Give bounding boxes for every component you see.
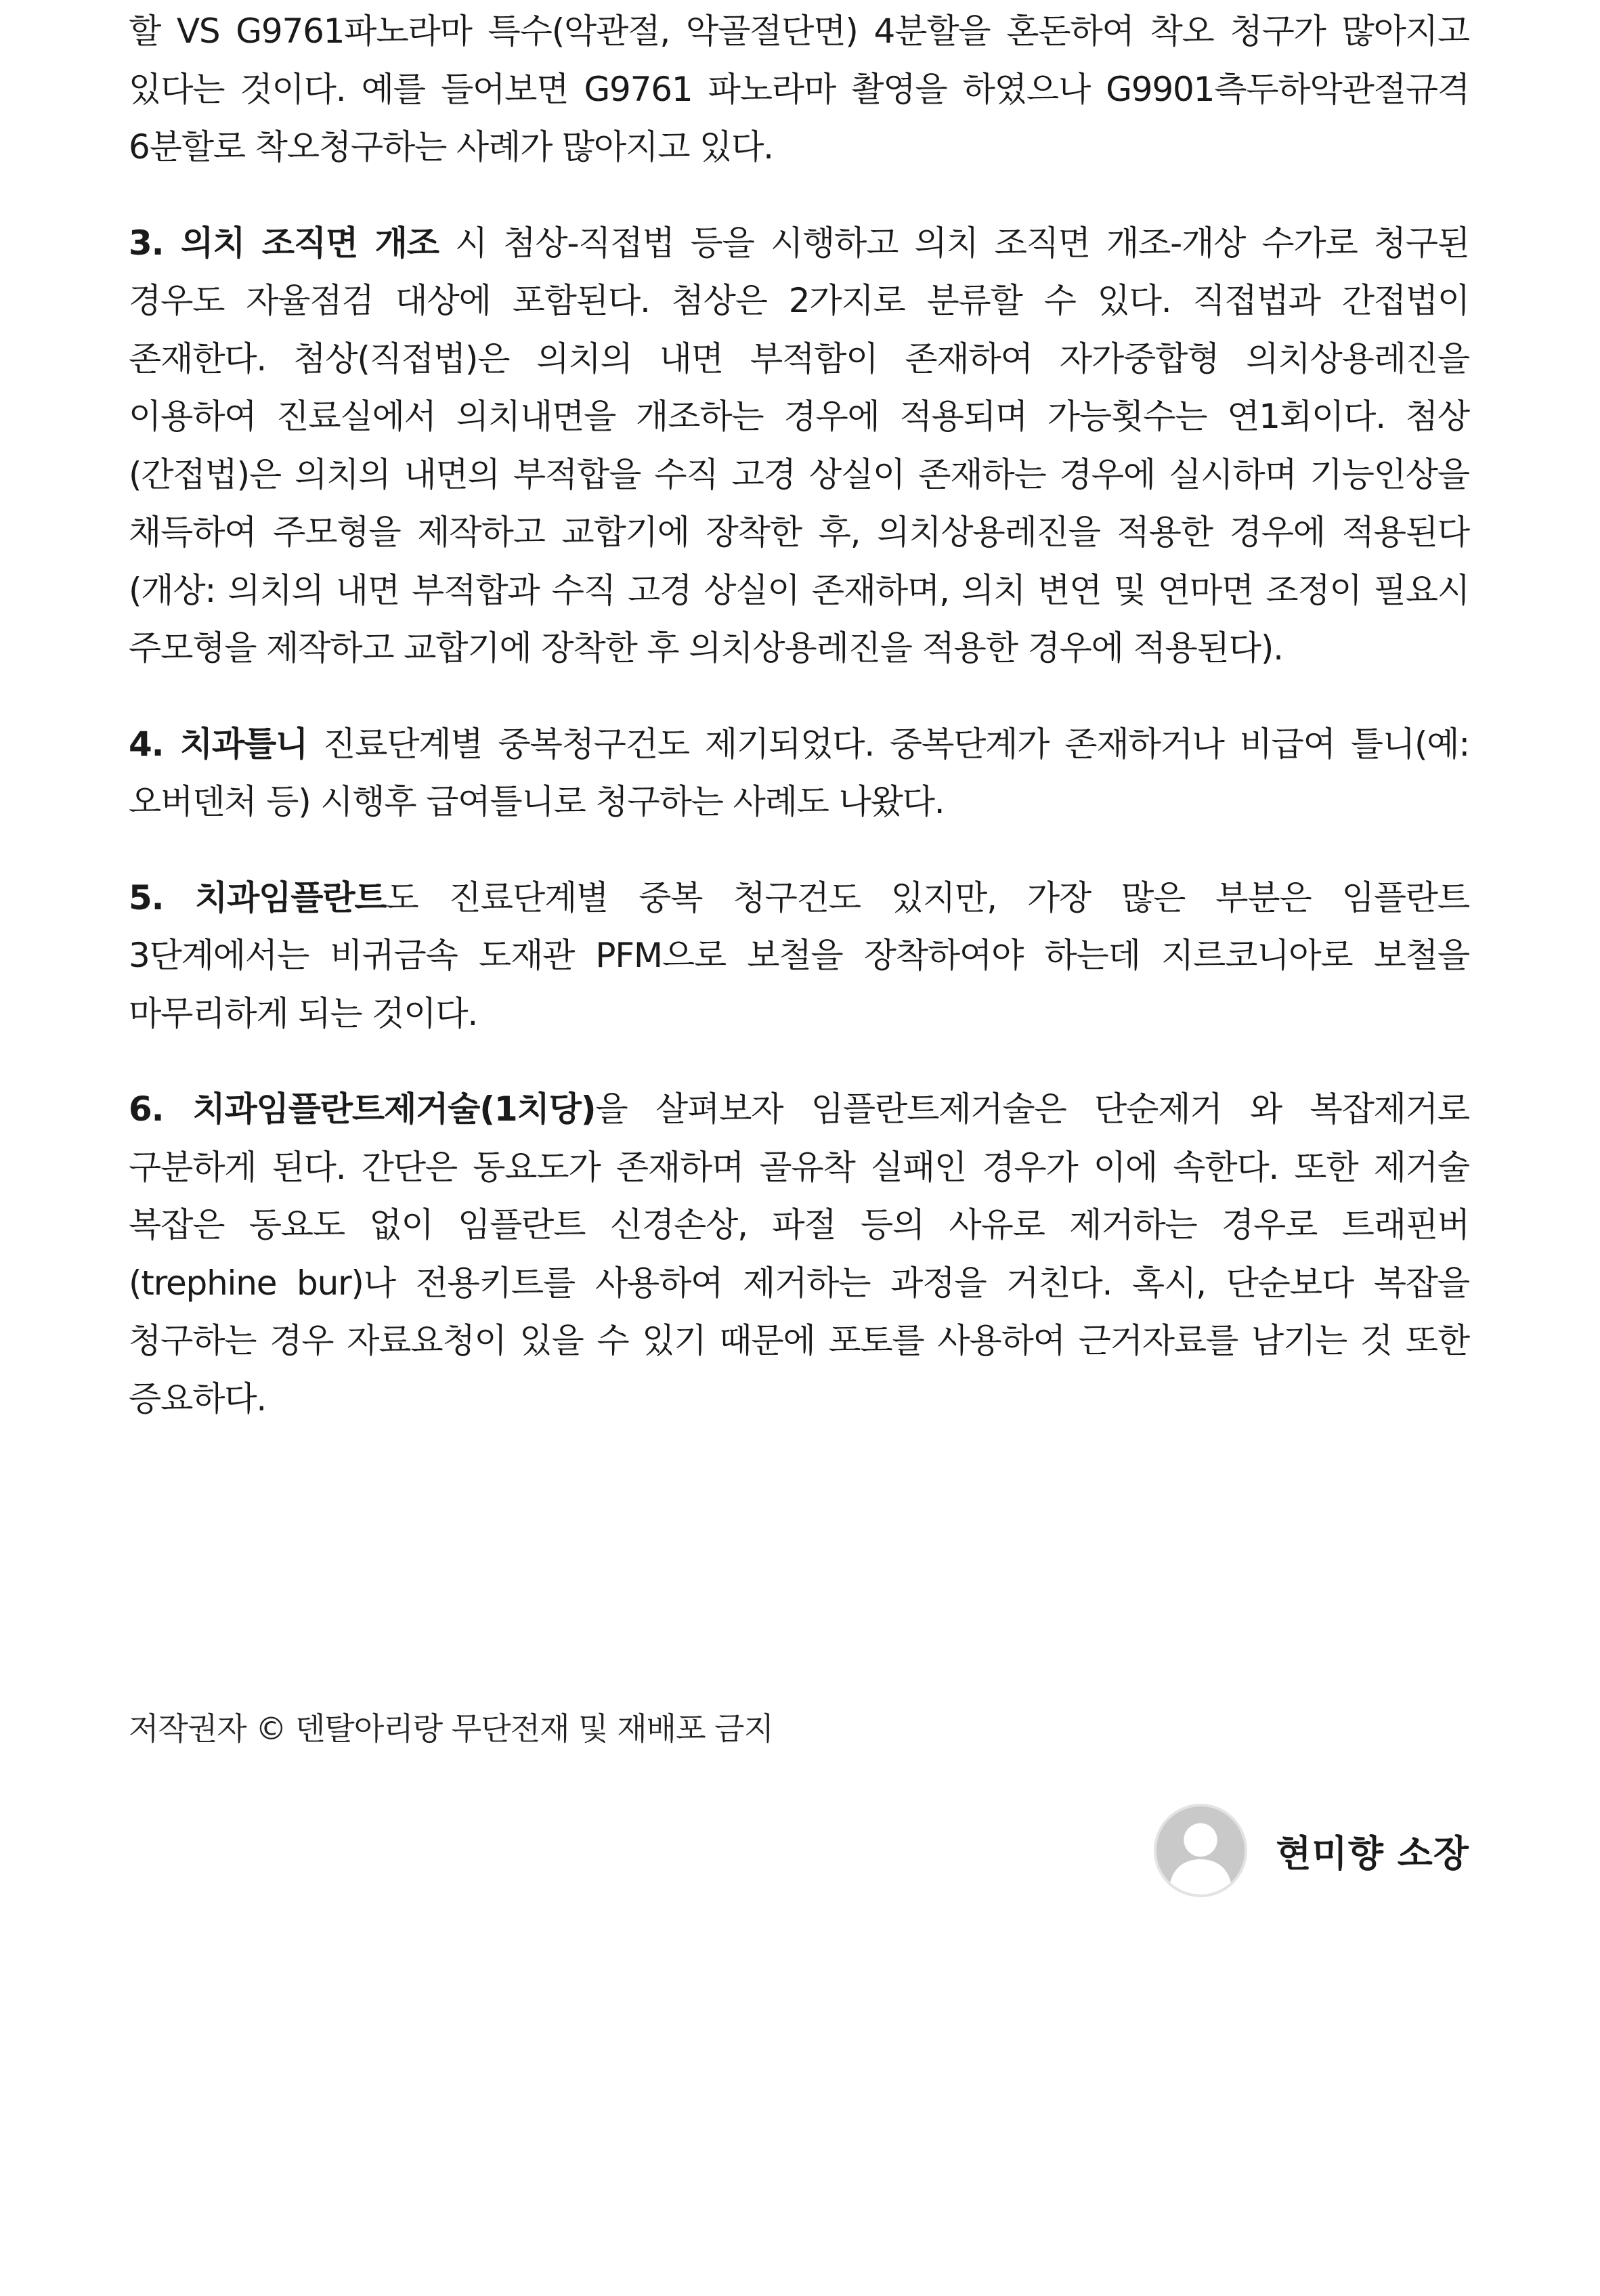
paragraph-lead: 5. 치과임플란트 xyxy=(129,878,387,917)
author-name[interactable]: 현미향 소장 xyxy=(1276,1832,1469,1875)
paragraph-lead: 6. 치과임플란트제거술(1치당) xyxy=(129,1089,596,1129)
article-paragraph-5 xyxy=(129,1081,1469,1428)
paragraph-text: 을 살펴보자 임플란트제거술은 단순제거 와 복잡제거로 구분하게 된다. 간단은 동요도가 존재하며 골유착 실패인 경우가 이에 속한다. 또한 제거술 복잡은 동요도 없이 임플란트 신경손상, 파절 등의 사유로 제거하는 경우로 트래핀버(trephine bur)나 전용키트를 사용하여 제거하는 과정을 거친다. 혹시, 단순보다 복잡을 청구하는 경우 자료요청이 있을 수 있기 때문에 포토를 사용하여 근거자료를 남기는 것 또한 증요하다. xyxy=(129,1089,1469,1418)
copyright-notice: 저작권자 © 덴탈아리랑 무단전재 및 재배포 금지 xyxy=(129,1710,774,1747)
paragraph-text: 진료단계별 중복청구건도 제기되었다. 중복단계가 존재하거나 비급여 틀니(예:오버덴처 등) 시행후 급여틀니로 청구하는 사례도 나왔다. xyxy=(129,724,1469,821)
paragraph-text: 시 첨상-직접법 등을 시행하고 의치 조직면 개조-개상 수가로 청구된 경우도 자율점검 대상에 포함된다. 첨상은 2가지로 분류할 수 있다. 직접법과 간접법이 존재한다. 첨상(직접법)은 의치의 내면 부적함이 존재하여 자가중합형 의치상용레진을 이용하여 진료실에서 의치내면을 개조하는 경우에 적용되며 가능횟수는 연1회이다. 첨상(간접법)은 의치의 내면의 부적합을 수직 고경 상실이 존재하는 경우에 실시하며 기능인상을 채득하여 주모형을 제작하고 교합기에 장착한 후, 의치상용레진을 적용한 경우에 적용된다(개상: 의치의 내면 부적합과 수직 고경 상실이 존재하며, 의치 변연 및 연마면 조정이 필요시 주모형을 제작하고 교합기에 장착한 후 의치상용레진을 적용한 경우에 적용된다). xyxy=(129,223,1469,668)
article-paragraph-2 xyxy=(129,215,1469,678)
article-paragraph-4 xyxy=(129,869,1469,1043)
author-byline[interactable] xyxy=(1154,1804,1469,1897)
paragraph-lead: 3. 의치 조직면 개조 xyxy=(129,223,439,263)
paragraph-text: 도 진료단계별 중복 청구건도 있지만, 가장 많은 부분은 임플란트 3단계에서는 비귀금속 도재관 PFM으로 보철을 장착하여야 하는데 지르코니아로 보철을 마무리하게 되는 것이다. xyxy=(129,878,1469,1033)
article-body xyxy=(129,3,1469,1428)
default-user-avatar-icon[interactable] xyxy=(1154,1804,1247,1897)
article-paragraph-1 xyxy=(129,3,1469,177)
article-paragraph-3 xyxy=(129,716,1469,831)
paragraph-lead: 4. 치과틀니 xyxy=(129,724,308,764)
paragraph-text: 할 VS G9761파노라마 특수(악관절, 악골절단면) 4분할을 혼돈하여 착오 청구가 많아지고 있다는 것이다. 예를 들어보면 G9761 파노라마 촬영을 하였으나 G9901측두하악관절규격 6분할로 착오청구하는 사례가 많아지고 있다. xyxy=(129,12,1469,167)
